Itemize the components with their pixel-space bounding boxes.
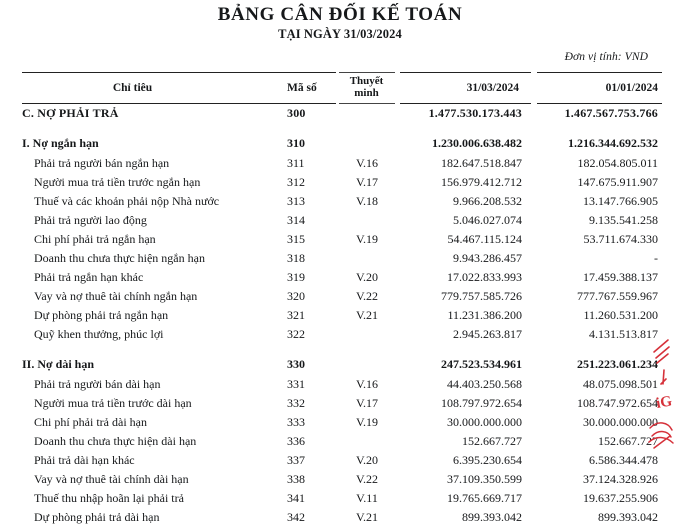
table-row [22,192,662,211]
row-value-current: 17.022.833.993 [447,270,522,285]
row-value-previous: 108.747.972.654 [577,395,658,410]
row-value-previous: 11.260.531.200 [583,308,658,323]
column-header-indicator: Chỉ tiêu [22,73,285,104]
row-indicator-label: Dự phòng phải trả dài hạn [34,510,160,525]
row-value-previous: - [654,250,658,265]
row-indicator-label: Phải trả người bán dài hạn [34,376,161,391]
row-value-current: 152.667.727 [462,433,522,448]
row-value-previous: 30.000.000.000 [583,414,658,429]
row-value-current: 37.109.350.599 [447,472,522,487]
row-value-previous: 6.586.344.478 [589,452,658,467]
row-note-ref [337,325,397,344]
row-note-ref: V.20 [355,270,379,285]
table-row [22,268,662,287]
row-note-ref [337,134,397,153]
column-header-code: Mã số [285,73,337,104]
row-note-ref: V.21 [355,308,379,323]
row-value-current: 44.403.250.568 [447,376,522,391]
row-indicator-label: Phải trả người bán ngắn hạn [34,155,170,170]
table-row [22,249,662,268]
table-row [22,375,662,394]
row-value-previous: 48.075.098.501 [583,376,658,391]
row-value-previous: 1.467.567.753.766 [564,106,658,121]
row-indicator-label: Phải trả dài hạn khác [34,452,135,467]
column-header-note-line2: minh [354,86,379,99]
row-value-current: 182.647.518.847 [441,155,522,170]
row-value-current: 11.231.386.200 [447,308,522,323]
row-value-previous: 182.054.805.011 [577,155,658,170]
row-indicator-label: C. NỢ PHẢI TRẢ [22,106,119,121]
table-spacer-row [22,344,662,355]
row-note-ref: V.21 [355,510,379,525]
row-indicator-label: Quỹ khen thưởng, phúc lợi [34,327,164,342]
currency-unit-note: Đơn vị tính: VND [564,51,648,64]
row-value-previous: 899.393.042 [598,510,658,525]
table-header [22,73,662,104]
row-value-previous: 37.124.328.926 [583,472,658,487]
row-note-ref [337,211,397,230]
row-note-ref [337,355,397,374]
row-code: 332 [287,395,305,410]
row-indicator-label: Thuế và các khoản phải nộp Nhà nước [34,193,220,208]
column-header-note [337,73,397,104]
row-value-previous: 17.459.388.137 [583,270,658,285]
row-indicator-label: Phải trả người lao động [34,212,147,227]
row-indicator-label: Doanh thu chưa thực hiện ngắn hạn [34,250,205,265]
table-spacer-row [22,123,662,134]
table-row [22,432,662,451]
row-indicator-label: Người mua trả tiền trước dài hạn [34,395,192,410]
row-code: 320 [287,289,305,304]
row-value-current: 2.945.263.817 [453,327,522,342]
table-row [22,470,662,489]
table-row [22,489,662,508]
row-indicator-label: I. Nợ ngắn hạn [22,136,99,151]
row-note-ref: V.18 [355,193,379,208]
row-value-current: 30.000.000.000 [447,414,522,429]
row-note-ref [337,104,397,124]
row-indicator-label: Chi phí phải trả dài hạn [34,414,147,429]
row-value-previous: 152.667.727 [598,433,658,448]
table-row [22,287,662,306]
row-note-ref: V.20 [355,452,379,467]
row-note-ref: V.17 [355,395,379,410]
row-note-ref [337,432,397,451]
row-indicator-label: Vay và nợ thuê tài chính ngắn hạn [34,289,198,304]
row-note-ref: V.16 [355,376,379,391]
table-row [22,306,662,325]
row-value-current: 5.046.027.074 [453,212,522,227]
row-value-current: 247.523.534.961 [441,357,522,372]
row-code: 314 [287,212,305,227]
row-indicator-label: Doanh thu chưa thực hiện dài hạn [34,433,197,448]
balance-sheet-table [22,72,662,527]
row-value-previous: 1.216.344.692.532 [568,136,658,151]
row-value-current: 19.765.669.717 [447,491,522,506]
row-code: 319 [287,270,305,285]
row-value-previous: 19.637.255.906 [583,491,658,506]
table-row [22,154,662,173]
row-value-current: 54.467.115.124 [447,231,522,246]
row-code: 331 [287,376,305,391]
row-note-ref: V.19 [355,414,379,429]
balance-sheet-table-wrapper [0,72,680,527]
row-note-ref: V.17 [355,174,379,189]
table-row [22,413,662,432]
row-code: 342 [287,510,305,525]
row-code: 312 [287,174,305,189]
row-note-ref: V.22 [355,289,379,304]
table-row [22,508,662,527]
row-indicator-label: Vay và nợ thuê tài chính dài hạn [34,472,189,487]
table-row [22,211,662,230]
table-spacer-cell [22,344,662,355]
row-value-current: 899.393.042 [462,510,522,525]
row-value-current: 108.797.972.654 [441,395,522,410]
row-indicator-label: Phải trả ngắn hạn khác [34,270,144,285]
row-indicator-label: Chi phí phải trả ngắn hạn [34,231,156,246]
table-row [22,355,662,374]
row-value-current: 1.230.006.638.482 [432,136,522,151]
row-value-current: 9.943.286.457 [453,250,522,265]
row-code: 313 [287,193,305,208]
row-value-current: 779.757.585.726 [441,289,522,304]
table-row [22,134,662,153]
row-code: 330 [287,357,305,372]
row-value-previous: 53.711.674.330 [583,231,658,246]
table-row [22,325,662,344]
column-header-previous-date: 01/01/2024 [534,73,662,104]
page-subtitle: TẠI NGÀY 31/03/2024 [278,27,402,42]
row-code: 336 [287,433,305,448]
row-code: 321 [287,308,305,323]
row-indicator-label: Người mua trả tiền trước ngắn hạn [34,174,201,189]
svg-text:iG: iG [654,393,674,412]
table-row [22,230,662,249]
row-code: 333 [287,414,305,429]
page-title: BẢNG CÂN ĐỐI KẾ TOÁN [217,4,463,25]
row-code: 315 [287,231,305,246]
table-row [22,394,662,413]
title-block [0,0,680,42]
row-value-current: 156.979.412.712 [441,174,522,189]
row-note-ref: V.19 [355,231,379,246]
row-note-ref [337,249,397,268]
row-indicator-label: II. Nợ dài hạn [22,357,95,372]
row-indicator-label: Dự phòng phải trả ngắn hạn [34,308,169,323]
row-value-previous: 777.767.559.967 [577,289,658,304]
table-row [22,104,662,124]
row-code: 318 [287,250,305,265]
table-header-row [22,73,662,104]
row-value-previous: 13.147.766.905 [583,193,658,208]
row-value-previous: 9.135.541.258 [589,212,658,227]
row-indicator-label: Thuế thu nhập hoãn lại phải trả [34,491,184,506]
table-spacer-cell [22,123,662,134]
row-value-current: 1.477.530.173.443 [428,106,522,121]
row-code: 300 [287,106,306,121]
table-body [22,104,662,527]
row-value-previous: 251.223.061.234 [577,357,658,372]
column-header-note-line1: Thuyết [349,75,384,88]
row-code: 310 [287,136,305,151]
row-code: 311 [287,155,305,170]
table-row [22,173,662,192]
row-note-ref: V.22 [355,472,379,487]
column-header-current-date: 31/03/2024 [397,73,534,104]
row-note-ref: V.16 [355,155,379,170]
row-code: 322 [287,327,305,342]
row-note-ref: V.11 [356,491,378,506]
row-value-current: 6.395.230.654 [453,452,522,467]
row-value-previous: 147.675.911.907 [577,174,658,189]
row-value-previous: 4.131.513.817 [589,327,658,342]
row-code: 337 [287,452,305,467]
row-value-current: 9.966.208.532 [453,193,522,208]
row-code: 341 [287,491,305,506]
row-code: 338 [287,472,305,487]
table-row [22,451,662,470]
